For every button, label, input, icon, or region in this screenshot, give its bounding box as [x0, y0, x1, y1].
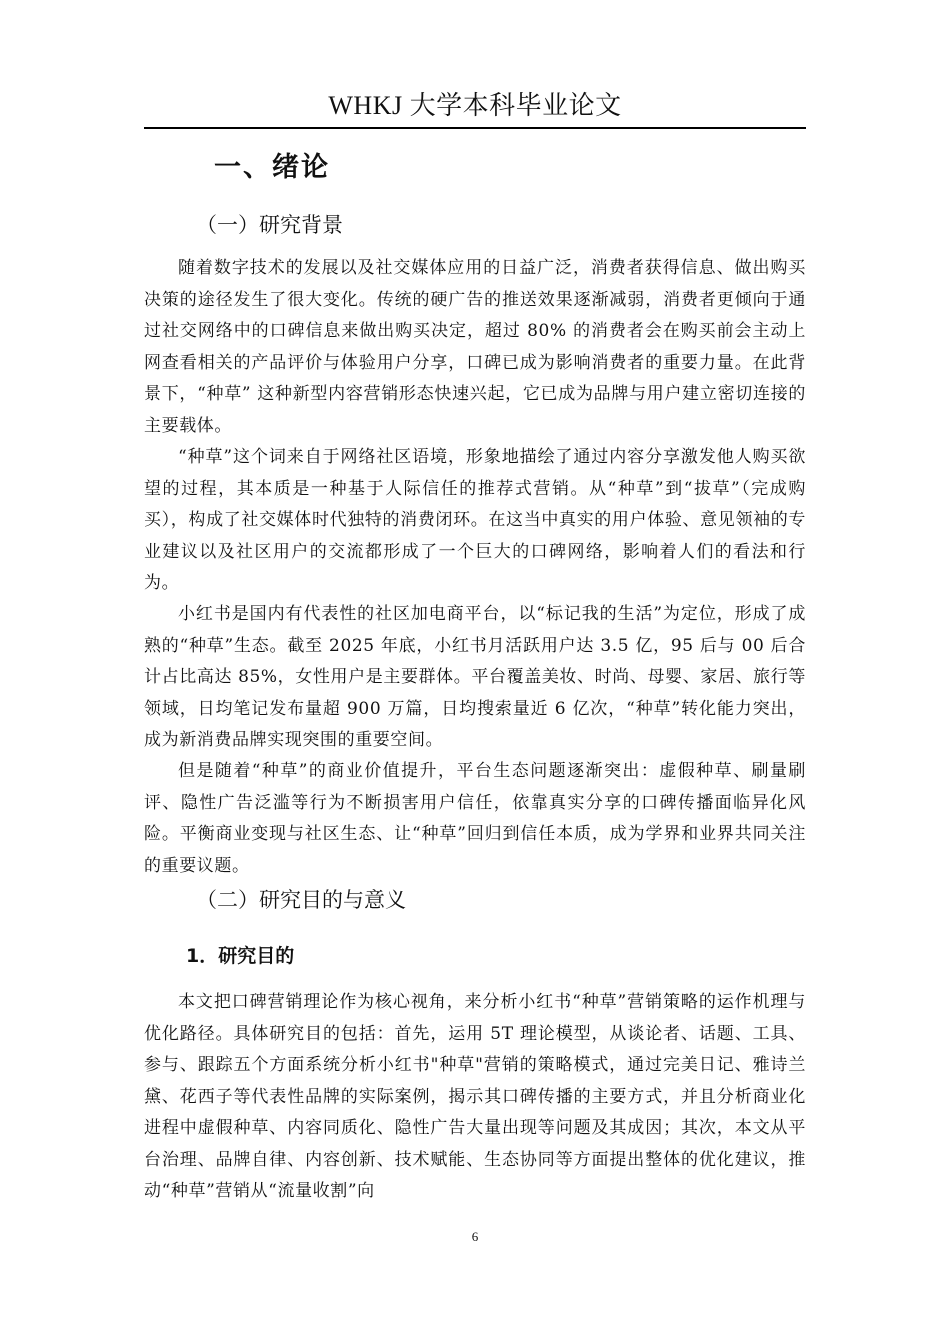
paragraph-3: 小红书是国内有代表性的社区加电商平台，以“标记我的生活”为定位，形成了成熟的“种草”生态。截至 2025 年底，小红书月活跃用户达 3.5 亿，95 后与 00 后合计占比高达 85%，女性用户是主要群体。平台覆盖美妆、时尚、母婴、家居、旅行等领域，日均笔记发布量超 900 万篇，日均搜索量近 6 亿次，“种草”转化能力突出，成为新消费品牌实现突围的重要空间。	[144, 604, 806, 750]
header-divider	[144, 127, 806, 129]
chapter-title: 一、绪论	[214, 152, 330, 183]
section-title-background: （一）研究背景	[196, 213, 343, 237]
running-header: WHKJ 大学本科毕业论文	[328, 91, 622, 120]
paragraph-5: 本文把口碑营销理论作为核心视角，来分析小红书“种草”营销策略的运作机理与优化路径。具体研究目的包括：首先，运用 5T 理论模型，从谈论者、话题、工具、参与、跟踪五个方面系统分析小红书"种草"营销的策略模式，通过完美日记、雅诗兰黛、花西子等代表性品牌的实际案例，揭示其口碑传播的主要方式，并且分析商业化进程中虚假种草、内容同质化、隐性广告大量出现等问题及其成因；其次，本文从平台治理、品牌自律、内容创新、技术赋能、生态协同等方面提出整体的优化建议，推动“种草”营销从“流量收割”向	[144, 992, 806, 1201]
page-number: 6	[471, 1229, 479, 1244]
paragraph-4: 但是随着“种草”的商业价值提升，平台生态问题逐渐突出：虚假种草、刷量刷评、隐性广告泛滥等行为不断损害用户信任，依靠真实分享的口碑传播面临异化风险。平衡商业变现与社区生态、让“种草”回归到信任本质，成为学界和业界共同关注的重要议题。	[144, 761, 806, 876]
paragraph-2: “种草”这个词来自于网络社区语境，形象地描绘了通过内容分享激发他人购买欲望的过程，其本质是一种基于人际信任的推荐式营销。从“种草”到“拔草”（完成购买），构成了社交媒体时代独特的消费闭环。在这当中真实的用户体验、意见领袖的专业建议以及社区用户的交流都形成了一个巨大的口碑网络，影响着人们的看法和行为。	[144, 447, 806, 593]
paragraph-1: 随着数字技术的发展以及社交媒体应用的日益广泛，消费者获得信息、做出购买决策的途径发生了很大变化。传统的硬广告的推送效果逐渐减弱，消费者更倾向于通过社交网络中的口碑信息来做出购买决定，超过 80% 的消费者会在购买前会主动上网查看相关的产品评价与体验用户分享，口碑已成为影响消费者的重要力量。在此背景下，“种草” 这种新型内容营销形态快速兴起，它已成为品牌与用户建立密切连接的主要载体。	[144, 258, 806, 436]
subsection-title: 1．研究目的	[186, 945, 295, 967]
section-title-purpose: （二）研究目的与意义	[196, 888, 406, 912]
